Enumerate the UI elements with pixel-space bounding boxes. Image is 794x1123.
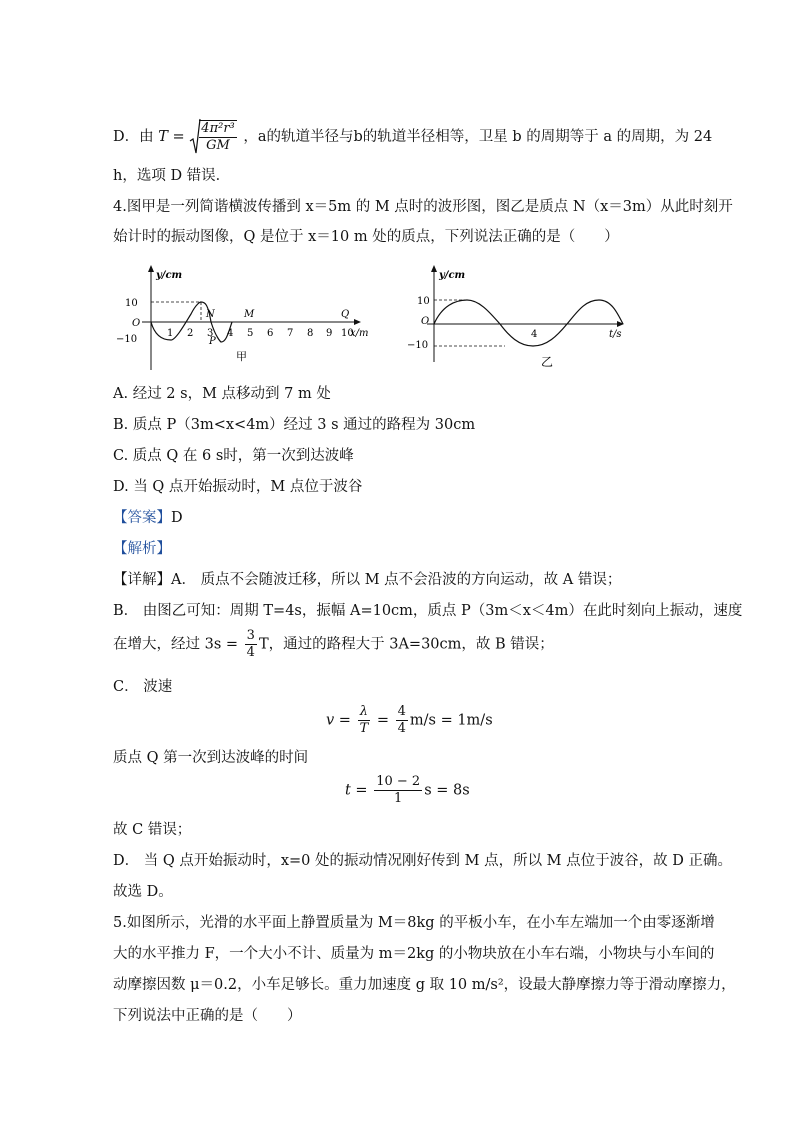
detail-a: A． 质点不会随波迁移，所以 M 点不会沿波的方向运动，故 A 错误；	[171, 572, 622, 588]
jia-caption: 甲	[236, 350, 247, 363]
jia-xlabel: x/m	[350, 328, 369, 339]
jia-xtick-6: 6	[267, 328, 274, 339]
eq-v-f2-den: 4	[397, 721, 406, 736]
jia-ytick-10: 10	[125, 298, 138, 309]
jia-point-p: P	[209, 336, 216, 347]
sqrt-denominator: GM	[206, 138, 230, 153]
peak-time-label: 质点 Q 第一次到达波峰的时间	[113, 750, 309, 766]
detail-d-line: D． 当 Q 点开始振动时，x=0 处的振动情况刚好传到 M 点，所以 M 点位于波谷，故 D 正确。	[113, 853, 732, 869]
jia-xtick-1: 1	[167, 328, 174, 339]
jia-point-q: Q	[341, 309, 350, 320]
figure-jia	[112, 262, 372, 382]
eq-v-f2-num: 4	[397, 704, 406, 719]
eq-v-mid: =	[376, 712, 389, 729]
jia-y-arrow-icon	[148, 265, 154, 272]
formula-t: T =	[158, 129, 185, 145]
yi-y-arrow-icon	[431, 265, 437, 272]
d-option-line2: h，选项 D 错误．	[113, 168, 231, 184]
fraction-den: 4	[246, 645, 255, 660]
answer-line	[113, 508, 183, 528]
detail-b-line2	[113, 628, 554, 661]
eq-t-den: 1	[394, 791, 403, 806]
sqrt-numerator: 4π²r³	[201, 121, 235, 136]
jia-xtick-8: 8	[307, 328, 314, 339]
jia-xtick-5: 5	[247, 328, 254, 339]
conclusion-line: 故选 D。	[113, 884, 173, 900]
jia-x-arrow-icon	[354, 319, 361, 325]
yi-ytick-neg10: −10	[407, 340, 429, 351]
eq-v-right: m/s = 1m/s	[409, 712, 493, 729]
eq-v-f1-den: T	[359, 721, 369, 736]
q4-stem-line1: 4.图甲是一列简谐横波传播到 x＝5m 的 M 点时的波形图，图乙是质点 N（x＝3m）从此时刻开	[113, 199, 733, 215]
jia-ytick-neg10: −10	[116, 334, 138, 345]
yi-xlabel: t/s	[609, 329, 622, 340]
jia-point-n: N	[206, 309, 215, 320]
eq-v-left: v =	[326, 712, 351, 729]
eq-t-frac	[374, 774, 422, 807]
q5-line3: 动摩擦因数 μ＝0.2，小车足够长。重力加速度 g 取 10 m/s²，设最大静摩擦力等于滑动摩擦力，	[113, 977, 736, 993]
yi-ylabel: y/cm	[439, 270, 466, 281]
q5-line1: 5.如图所示，光滑的水平面上静置质量为 M＝8kg 的平板小车，在小车左端加一个由零逐渐增	[113, 915, 715, 931]
analysis-tag: 【解析】	[113, 541, 171, 557]
q4-option-a: A. 经过 2 s，M 点移动到 7 m 处	[113, 386, 331, 402]
q4-option-d: D. 当 Q 点开始振动时，M 点位于波谷	[113, 479, 363, 495]
jia-xtick-7: 7	[287, 328, 294, 339]
yi-caption: 乙	[541, 355, 554, 369]
detail-a-line	[113, 570, 621, 590]
answer-tag: 【答案】	[113, 510, 171, 526]
jia-xtick-3: 3	[207, 328, 214, 339]
yi-ytick-10: 10	[417, 296, 430, 307]
jia-ytick-0: O	[132, 318, 141, 329]
jia-xtick-9: 9	[326, 328, 333, 339]
eq-v-frac2	[396, 704, 408, 737]
d-option-line	[113, 117, 712, 157]
fraction-three-quarters	[245, 628, 257, 661]
detail-b2-pre: 在增大，经过 3s =	[113, 636, 239, 653]
c-wrong-line: 故 C 错误；	[113, 822, 192, 838]
jia-xtick-4: 4	[227, 328, 234, 339]
jia-ylabel: y/cm	[156, 270, 183, 281]
jia-xtick-2: 2	[187, 328, 194, 339]
yi-ytick-0: O	[421, 316, 430, 327]
sqrt-fraction	[199, 120, 236, 154]
q4-stem-line2: 始计时的振动图像，Q 是位于 x＝10 m 处的质点，下列说法正确的是（ ）	[113, 229, 619, 245]
d-option-text: ，a的轨道半径与b的轨道半径相等，卫星 b 的周期等于 a 的周期，为 24	[243, 129, 713, 145]
detail-b-line1: B． 由图乙可知：周期 T=4s，振幅 A=10cm，质点 P（3m＜x＜4m）在此时刻向上振动，速度	[113, 603, 743, 619]
jia-xtick-10: 10	[341, 328, 354, 339]
q5-line4: 下列说法中正确的是（ ）	[113, 1008, 302, 1024]
detail-tag: 【详解】	[113, 572, 171, 588]
jia-point-m: M	[244, 309, 255, 320]
eq-t-num: 10 − 2	[376, 774, 421, 789]
detail-b2-post: T，通过的路程大于 3A=30cm，故 B 错误；	[258, 636, 554, 653]
answer-value: D	[171, 510, 183, 526]
eq-v-f1-num: λ	[358, 704, 371, 721]
eq-t-left: t =	[345, 782, 368, 799]
figure-yi	[405, 262, 635, 382]
q4-option-c: C. 质点 Q 在 6 s时，第一次到达波峰	[113, 448, 354, 464]
yi-wave-curve	[434, 300, 623, 346]
q4-option-b: B. 质点 P（3m<x<4m）经过 3 s 通过的路程为 30cm	[113, 417, 476, 433]
yi-xtick-4: 4	[531, 329, 538, 340]
eq-t-right: s = 8s	[424, 782, 470, 799]
q5-line2: 大的水平推力 F，一个大小不计、质量为 m＝2kg 的小物块放在小车右端，小物块与小车间的	[113, 946, 715, 962]
detail-c-line: C． 波速	[113, 679, 173, 695]
equation-velocity	[326, 704, 493, 737]
equation-time	[345, 774, 470, 807]
eq-v-frac1	[358, 704, 371, 737]
d-option-prefix: D．由	[113, 129, 154, 145]
fraction-num: 3	[246, 628, 255, 643]
